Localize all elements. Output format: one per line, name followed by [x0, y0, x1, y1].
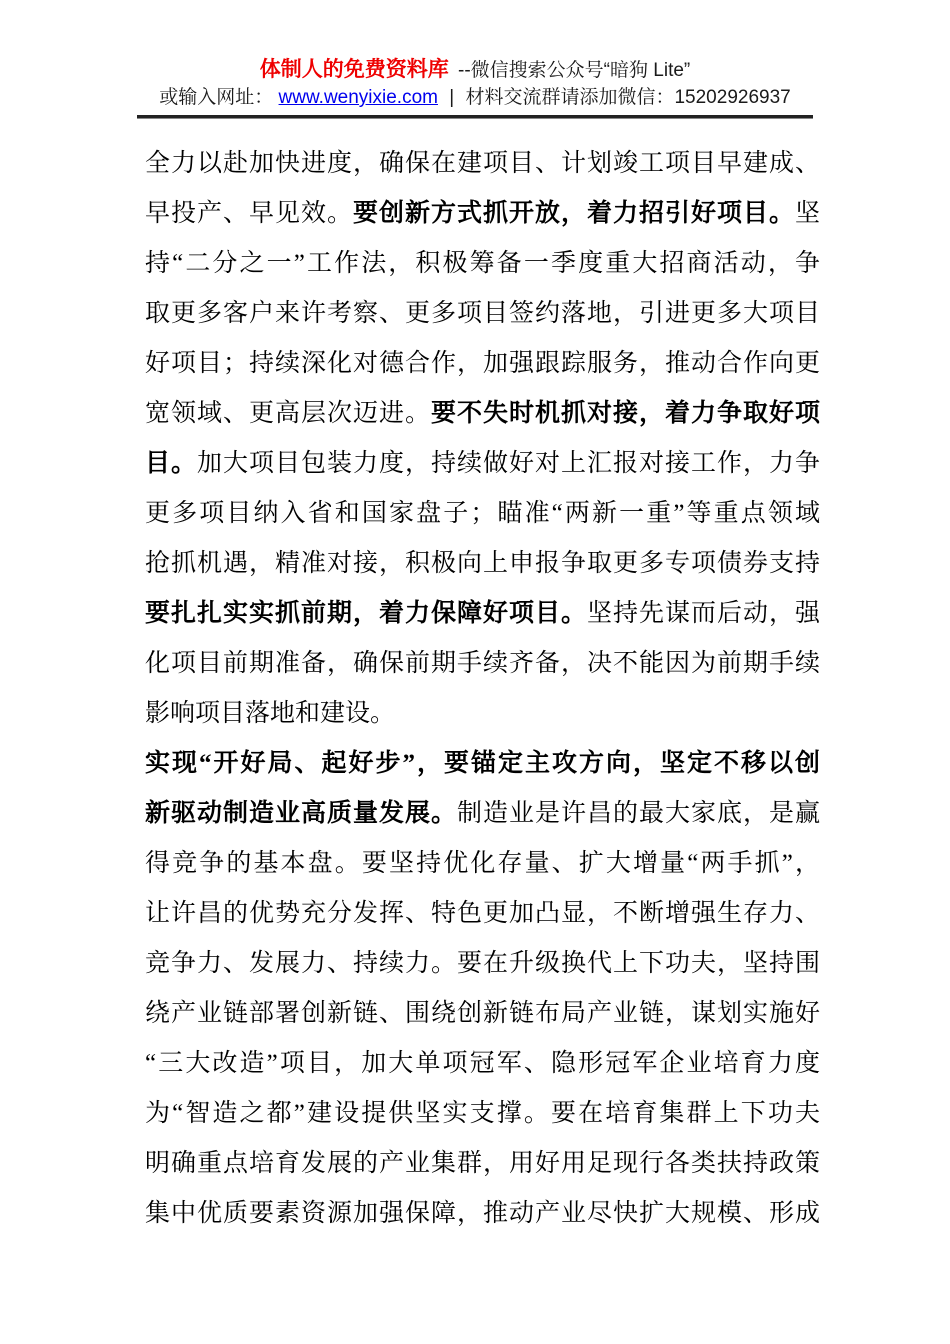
body-text: “三大改造”项目，加大单项冠军、隐形冠军企业培育力度 [145, 1050, 820, 1077]
text-line [145, 1139, 820, 1189]
body-text: 持“二分之一”工作法，积极筹备一季度重大招商活动，争 [145, 250, 820, 277]
body-text: 制造业是许昌的最大家底，是赢 [457, 800, 820, 827]
text-line [145, 289, 820, 339]
body-text: 抢抓机遇，精准对接，积极向上申报争取更多专项债券支持 [145, 550, 820, 577]
text-line [145, 389, 820, 439]
text-line [145, 939, 820, 989]
emphasis-text: 目。 [145, 450, 197, 477]
body-text: 让许昌的优势充分发挥、特色更加凸显，不断增强生存力、 [145, 900, 820, 927]
text-line [145, 739, 820, 789]
body-text: 取更多客户来许考察、更多项目签约落地，引进更多大项目 [145, 300, 820, 327]
emphasis-text: 实现“开好局、起好步”，要锚定主攻方向，坚定不移以创 [145, 750, 820, 777]
body-text: 得竞争的基本盘。要坚持优化存量、扩大增量“两手抓”， [145, 850, 820, 877]
body-text: 集中优质要素资源加强保障，推动产业尽快扩大规模、形成 [145, 1200, 820, 1227]
body-text: 坚 [794, 200, 820, 227]
body-text: 宽领域、更高层次迈进。 [145, 400, 431, 427]
text-line [145, 239, 820, 289]
document-body [145, 139, 820, 1239]
page-header [0, 0, 950, 119]
header-contact-line [0, 85, 950, 111]
body-text: 影响项目落地和建设。 [145, 700, 396, 727]
text-line [145, 1039, 820, 1089]
text-line [145, 439, 820, 489]
text-line [145, 489, 820, 539]
text-line [145, 839, 820, 889]
body-text: 竞争力、发展力、持续力。要在升级换代上下功夫，坚持围 [145, 950, 820, 977]
body-text: 加大项目包装力度，持续做好对上汇报对接工作，力争 [197, 450, 820, 477]
text-line [145, 539, 820, 589]
text-line [145, 789, 820, 839]
body-text: 更多项目纳入省和国家盘子；瞄准“两新一重”等重点领域 [145, 500, 820, 527]
text-line [145, 339, 820, 389]
website-link[interactable]: www.wenyixie.com [278, 87, 438, 108]
body-text: 坚持先谋而后动，强 [586, 600, 820, 627]
emphasis-text: 要扎扎实实抓前期，着力保障好项目。 [145, 600, 587, 627]
brand-title: 体制人的免费资料库 [259, 58, 449, 81]
header-divider [137, 115, 813, 119]
text-line [145, 1189, 820, 1239]
text-line [145, 589, 820, 639]
emphasis-text: 要创新方式抓开放，着力招引好项目。 [353, 200, 795, 227]
text-line [145, 889, 820, 939]
emphasis-text: 要不失时机抓对接，着力争取好项 [431, 400, 820, 427]
address-prefix-label: 或输入网址： [159, 87, 274, 108]
emphasis-text: 新驱动制造业高质量发展。 [145, 800, 457, 827]
body-text: 早投产、早见效。 [145, 200, 353, 227]
body-text: 为“智造之都”建设提供坚实支撑。要在培育集群上下功夫 [145, 1100, 820, 1127]
body-text: 明确重点培育发展的产业集群，用好用足现行各类扶持政策 [145, 1150, 820, 1177]
body-text: 化项目前期准备，确保前期手续齐备，决不能因为前期手续 [145, 650, 820, 677]
wechat-tagline: --微信搜索公众号“暗狗 Lite” [458, 60, 691, 81]
body-text: 全力以赴加快进度，确保在建项目、计划竣工项目早建成、 [145, 150, 820, 177]
text-line [145, 639, 820, 689]
text-line [145, 139, 820, 189]
contact-label: 材料交流群请添加微信：15202926937 [465, 87, 791, 108]
header-banner-line [0, 56, 950, 85]
text-line [145, 1089, 820, 1139]
text-line [145, 989, 820, 1039]
body-text: 好项目；持续深化对德合作，加强跟踪服务，推动合作向更 [145, 350, 820, 377]
separator-bar: | [449, 87, 455, 108]
body-text: 绕产业链部署创新链、围绕创新链布局产业链，谋划实施好 [145, 1000, 820, 1027]
text-line [145, 689, 820, 739]
text-line [145, 189, 820, 239]
